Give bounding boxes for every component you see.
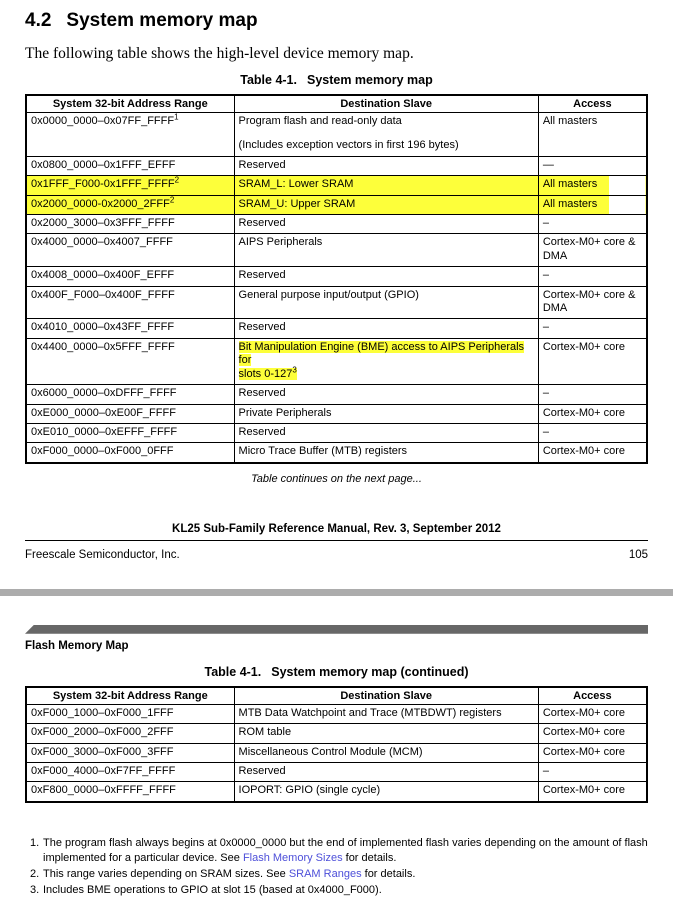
destination-line: Reserved: [238, 217, 286, 230]
table-row: [26, 113, 647, 157]
table-caption-text: System memory map: [306, 73, 433, 87]
access-cell: All masters: [538, 176, 647, 195]
address-range-cell: 0x6000_0000–0xDFFF_FFFF: [26, 385, 234, 404]
address-range-cell: 0x400F_F000–0x400F_FFFF: [26, 286, 234, 319]
destination-slave-cell: [234, 215, 538, 234]
table-header-row: [26, 95, 647, 113]
access-cell: –: [538, 385, 647, 404]
destination-slave-cell: [234, 724, 538, 743]
destination-slave-cell: [234, 423, 538, 442]
table-header-row: [26, 687, 647, 705]
footnotes-list: [25, 836, 648, 898]
address-range-cell: 0x2000_0000-0x2000_2FFF$^2$: [26, 195, 234, 214]
access-cell: Cortex-M0+ core: [538, 743, 647, 762]
address-range-cell: 0x4010_0000–0x43FF_FFFF: [26, 319, 234, 338]
column-header-destination-slave: Destination Slave: [234, 95, 538, 113]
section-number: 4.2: [25, 10, 52, 31]
table-caption: [25, 73, 648, 87]
address-range-cell: 0x4400_0000–0x5FFF_FFFF: [26, 338, 234, 384]
destination-line: Private Peripherals: [238, 406, 332, 419]
access-cell: Cortex-M0+ core & DMA: [538, 234, 647, 267]
footnote-ref: 1: [174, 112, 179, 122]
column-header-destination-slave: Destination Slave: [234, 687, 538, 705]
flash-memory-sizes-link[interactable]: Flash Memory Sizes: [242, 852, 343, 865]
access-cell: Cortex-M0+ core: [538, 338, 647, 384]
address-range-cell: 0x0000_0000–0x07FF_FFFF$^1$: [26, 113, 234, 157]
table-caption-label: Table 4-1.: [204, 664, 262, 679]
table-row: [26, 782, 647, 802]
destination-line: Reserved: [238, 158, 286, 171]
destination-line: [239, 341, 534, 368]
destination-slave-cell: [234, 704, 538, 723]
footnote-text: The program flash always begins at 0x0000_0000 but the end of implemented flash varies depending on the amount of flash implemented for a particular device. See Flash Memory Sizes for details.: [43, 836, 648, 865]
access-cell: –: [538, 762, 647, 781]
address-range-cell: 0xF000_0000–0xF000_0FFF: [26, 443, 234, 463]
table-row: [26, 443, 647, 463]
destination-line: Miscellaneous Control Module (MCM): [238, 745, 423, 758]
access-cell: —: [538, 156, 647, 175]
destination-line: Micro Trace Buffer (MTB) registers: [238, 445, 408, 458]
destination-line: Reserved: [238, 387, 286, 400]
table-row: [26, 176, 647, 195]
destination-line: Reserved: [238, 269, 286, 282]
footnote: [25, 836, 648, 867]
footnote-text: Includes BME operations to GPIO at slot 15 (based at 0x4000_F000).: [43, 883, 382, 896]
table-row: [26, 156, 647, 175]
address-range-cell: 0xF000_3000–0xF000_3FFF: [26, 743, 234, 762]
table-continues-note: Table continues on the next page...: [251, 472, 422, 485]
table-row: [26, 267, 647, 286]
section-title: System memory map: [66, 10, 258, 31]
destination-slave-cell: [234, 176, 538, 195]
destination-slave-cell: [234, 286, 538, 319]
table-row: [26, 423, 647, 442]
access-cell: Cortex-M0+ core: [538, 704, 647, 723]
sram-ranges-link[interactable]: SRAM Ranges: [288, 867, 362, 880]
footnote-ref: 2: [169, 195, 175, 204]
destination-slave-cell: [234, 195, 538, 214]
column-header-access: Access: [538, 95, 647, 113]
destination-slave-cell: [234, 385, 538, 404]
footnote-ref: 3: [292, 365, 297, 375]
address-range-cell: 0xF000_1000–0xF000_1FFF: [26, 704, 234, 723]
destination-line: ROM table: [238, 726, 292, 739]
destination-slave-cell: [234, 234, 538, 267]
destination-line: SRAM_L: Lower SRAM: [238, 178, 354, 191]
footnote-ref: 2: [174, 175, 180, 185]
address-range-cell: 0xF000_2000–0xF000_2FFF: [26, 724, 234, 743]
page-number: 105: [628, 548, 648, 561]
footnote-text: This range varies depending on SRAM sizes. See SRAM Ranges for details.: [43, 867, 416, 880]
memory-map-table: [25, 94, 648, 464]
highlighted-text: slots $0-127^3$: [238, 365, 297, 380]
running-header: Flash Memory Map: [25, 639, 129, 652]
publisher: Freescale Semiconductor, Inc.: [25, 548, 180, 561]
access-cell: All masters: [538, 113, 647, 157]
table-row: [26, 404, 647, 423]
address-range-cell: 0x4000_0000–0x4007_FFFF: [26, 234, 234, 267]
chapter-header-bar: [25, 625, 648, 634]
destination-slave-cell: [234, 319, 538, 338]
destination-line: General purpose input/output (GPIO): [238, 288, 419, 301]
destination-line: (Includes exception vectors in first 196 bytes): [238, 139, 459, 152]
access-cell: Cortex-M0+ core: [538, 782, 647, 802]
footnote-number: 1.: [30, 836, 40, 849]
access-cell: –: [538, 215, 647, 234]
destination-slave-cell: [234, 782, 538, 802]
destination-slave-cell: [234, 338, 538, 384]
destination-line: Program flash and read-only data: [238, 115, 402, 127]
destination-slave-cell: [234, 404, 538, 423]
footnote: [25, 883, 648, 898]
page-footer: [25, 523, 648, 561]
table-row: [26, 215, 647, 234]
table-row: [26, 319, 647, 338]
column-header-access: Access: [538, 687, 647, 705]
manual-title: KL25 Sub-Family Reference Manual, Rev. 3, September 2012: [25, 523, 648, 541]
footnote-number: 3.: [30, 883, 40, 896]
table-row: [26, 385, 647, 404]
table-caption-text: System memory map (continued): [271, 664, 469, 679]
access-cell: –: [538, 267, 647, 286]
column-header-address-range: System 32-bit Address Range: [26, 95, 234, 113]
table-row: [26, 234, 647, 267]
destination-slave-cell: [234, 743, 538, 762]
destination-line: SRAM_U: Upper SRAM: [238, 197, 356, 210]
address-range-cell: 0xE000_0000–0xE00F_FFFF: [26, 404, 234, 423]
destination-line: MTB Data Watchpoint and Trace (MTBDWT) registers: [238, 706, 502, 719]
footnote-number: 2.: [30, 867, 40, 880]
table-caption-label: Table 4-1.: [240, 73, 297, 87]
access-cell: Cortex-M0+ core: [538, 404, 647, 423]
address-range-cell: 0x4008_0000–0x400F_EFFF: [26, 267, 234, 286]
destination-line: Reserved: [238, 425, 286, 438]
destination-slave-cell: [234, 267, 538, 286]
destination-line: Reserved: [238, 764, 286, 777]
address-range-cell: 0x1FFF_F000-0x1FFF_FFFF$^2$: [26, 176, 234, 195]
table-row: [26, 195, 647, 214]
table-row: [26, 286, 647, 319]
highlighted-text: Bit Manipulation Engine (BME) access to AIPS Peripherals for: [238, 340, 525, 367]
destination-slave-cell: [234, 443, 538, 463]
access-cell: Cortex-M0+ core & DMA: [538, 286, 647, 319]
footnote: [25, 867, 648, 883]
table-row: [26, 338, 647, 384]
table-row: [26, 724, 647, 743]
column-header-address-range: System 32-bit Address Range: [26, 687, 234, 705]
access-cell: –: [538, 423, 647, 442]
destination-slave-cell: [234, 156, 538, 175]
access-cell: –: [538, 319, 647, 338]
table-row: [26, 704, 647, 723]
access-cell: Cortex-M0+ core: [538, 443, 647, 463]
memory-map-table-continued: [25, 686, 648, 803]
address-range-cell: 0xF000_4000–0xF7FF_FFFF: [26, 762, 234, 781]
address-range-cell: 0x2000_3000–0x3FFF_FFFF: [26, 215, 234, 234]
destination-line: [238, 365, 534, 381]
page-break-divider: [0, 589, 673, 596]
destination-slave-cell: [234, 113, 538, 157]
destination-slave-cell: [234, 762, 538, 781]
intro-text: The following table shows the high-level device memory map.: [25, 45, 414, 62]
access-cell: Cortex-M0+ core: [538, 724, 647, 743]
destination-line: AIPS Peripherals: [238, 236, 323, 249]
destination-line: Reserved: [238, 321, 286, 334]
table-caption-continued: [25, 665, 648, 679]
table-row: [26, 762, 647, 781]
destination-line: IOPORT: GPIO (single cycle): [238, 784, 381, 797]
address-range-cell: 0xF800_0000–0xFFFF_FFFF: [26, 782, 234, 802]
table-row: [26, 743, 647, 762]
address-range-cell: 0xE010_0000–0xEFFF_FFFF: [26, 423, 234, 442]
address-range-cell: 0x0800_0000–0x1FFF_EFFF: [26, 156, 234, 175]
section-heading: [25, 10, 648, 32]
access-cell: All masters: [538, 195, 647, 214]
